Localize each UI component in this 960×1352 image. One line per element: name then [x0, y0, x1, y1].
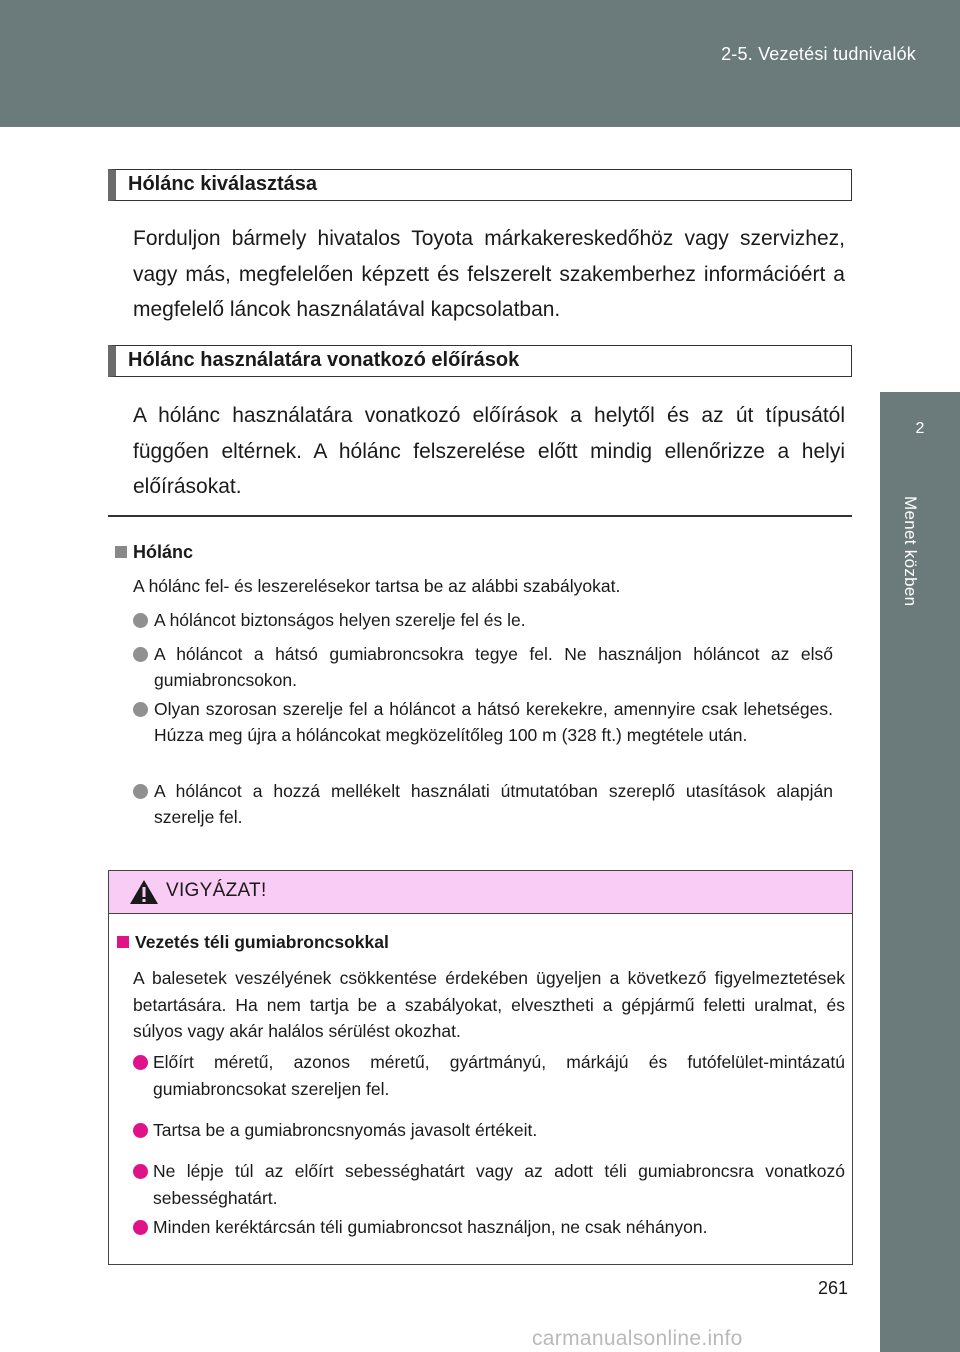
section-title-snow-chain-regulations: Hólánc használatára vonatkozó előírások: [108, 345, 852, 377]
warning-bullet-text: Minden keréktárcsán téli gumiabroncsot használjon, ne csak néhányon.: [153, 1217, 708, 1237]
warning-subheading-text: Vezetés téli gumiabroncsokkal: [135, 932, 389, 952]
square-bullet-icon: [117, 936, 129, 948]
header-band: [0, 0, 960, 127]
chapter-tab: [880, 392, 960, 1352]
watermark: carmanualsonline.info: [532, 1327, 743, 1350]
chapter-number: 2: [915, 420, 925, 437]
chapter-label: Menet közben: [901, 496, 920, 607]
warning-box: [108, 870, 853, 1265]
note-intro: A hólánc fel- és leszerelésekor tartsa be az alábbi szabályokat.: [133, 576, 621, 596]
bullet-dot-icon: [133, 1164, 148, 1179]
warning-subheading: [117, 932, 389, 953]
warning-header: [109, 871, 852, 914]
warning-bullet: [133, 1214, 845, 1241]
bullet-dot-icon: [133, 1055, 148, 1070]
square-bullet-icon: [115, 546, 127, 558]
note-bullet-text: A hóláncot a hátsó gumiabroncsokra tegye fel. Ne használjon hóláncot az első gumiabroncsokon.: [154, 644, 833, 690]
warning-bullet: [133, 1117, 845, 1144]
note-bullet-text: A hóláncot biztonságos helyen szerelje fel és le.: [154, 610, 526, 630]
warning-bullet: [133, 1049, 845, 1102]
section-text-snow-chain-regulations: A hólánc használatára vonatkozó előírások a helytől és az út típusától függően eltérnek. A hólánc felszerelése előtt mindig ellenőrizze a helyi előírásokat.: [133, 404, 845, 498]
bullet-dot-icon: [133, 784, 148, 799]
note-bullet: [133, 696, 833, 748]
note-heading-text: Hólánc: [133, 542, 194, 562]
note-bullet: [133, 778, 833, 830]
bullet-dot-icon: [133, 702, 148, 717]
warning-intro: A balesetek veszélyének csökkentése érdekében ügyeljen a következő figyelmeztetések betartására. Ha nem tartja be a szabályokat, elvesztheti a gépjármű feletti uralmat, és súlyos vagy akár halálos sérülést okozhat.: [133, 968, 845, 1041]
note-bullet-text: A hóláncot a hozzá mellékelt használati útmutatóban szereplő utasítások alapján szerelje fel.: [154, 781, 833, 827]
warning-bullet-text: Tartsa be a gumiabroncsnyomás javasolt értékeit.: [153, 1120, 538, 1140]
bullet-dot-icon: [133, 647, 148, 662]
note-bullet-text: Olyan szorosan szerelje fel a hóláncot a hátsó kerekekre, amennyire csak lehetséges. Húzza meg újra a hóláncokat megközelítőleg 100 m (328 ft.) megtétele után.: [154, 699, 833, 745]
section-header: 2-5. Vezetési tudnivalók: [721, 44, 916, 64]
warning-bullet: [133, 1158, 845, 1211]
divider: [108, 515, 852, 517]
page-number: 261: [818, 1278, 849, 1298]
bullet-dot-icon: [133, 1123, 148, 1138]
bullet-dot-icon: [133, 1220, 148, 1235]
warning-bullet-text: Ne lépje túl az előírt sebességhatárt vagy az adott téli gumiabroncsra vonatkozó sebességhatárt.: [153, 1161, 845, 1208]
section-title-snow-chain-selection: Hólánc kiválasztása: [108, 169, 852, 201]
warning-title: VIGYÁZAT!: [166, 880, 267, 901]
note-bullet: [133, 607, 833, 633]
warning-triangle-icon: [129, 878, 159, 906]
note-bullet: [133, 641, 833, 693]
bullet-dot-icon: [133, 613, 148, 628]
note-heading: [115, 542, 193, 563]
warning-bullet-text: Előírt méretű, azonos méretű, gyártmányú, márkájú és futófelület-mintázatú gumiabroncsokat szereljen fel.: [153, 1052, 845, 1099]
section-text-snow-chain-selection: Forduljon bármely hivatalos Toyota márkakereskedőhöz vagy szervizhez, vagy más, megfelelően képzett és felszerelt szakemberhez információért a megfelelő láncok használatával kapcsolatban.: [133, 227, 845, 321]
